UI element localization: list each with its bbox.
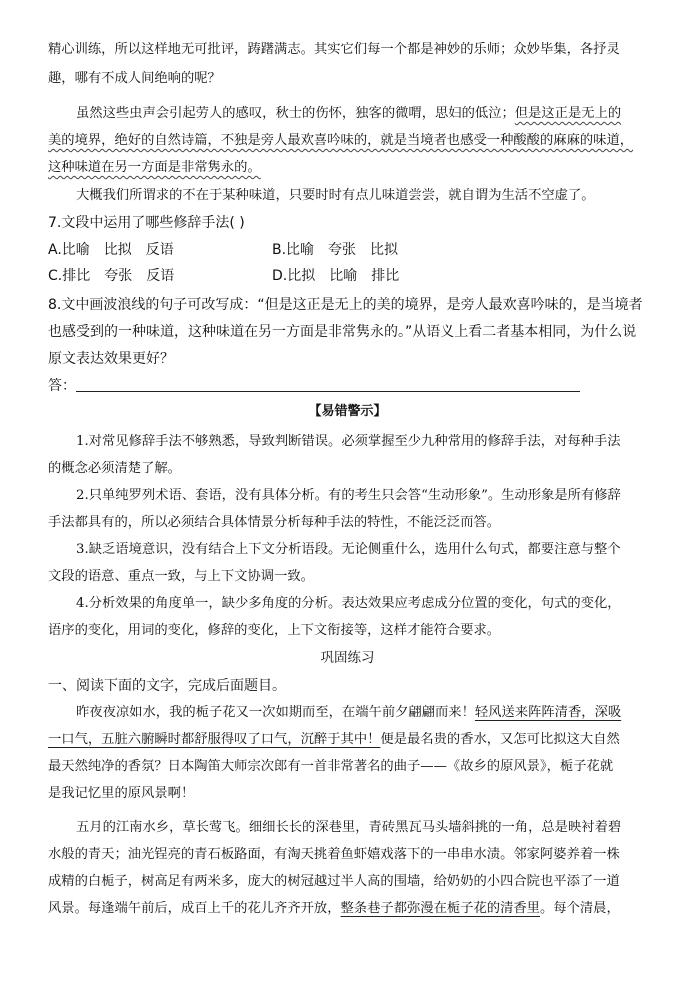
passage-text: 。每个清晨， (539, 901, 620, 916)
practice-passage-line: 最天然纯净的香氛？日本陶笛大师宗次郎有一首非常著名的曲子——《故乡的原风景》，栀子花就 (48, 759, 614, 774)
practice-passage-line: 是我记忆里的原风景啊！ (48, 786, 195, 801)
passage-line: 大概我们所谓求的不在于某种味道，只要时时有点儿味道尝尝，就自谓为生活不空虚了。 (76, 188, 595, 203)
underlined-sentence: 轻风送来阵阵清香，深吸 (474, 705, 622, 720)
question-8-line: 8.文中画波浪线的句子可改写成：“但是这正是无上的美的境界，是旁人最欢喜吟味的，是当境者 (48, 297, 643, 313)
warning-item-3: 文段的语意、重点一致，与上下文协调一致。 (48, 569, 314, 584)
warning-item-2: 2.只单纯罗列术语、套语，没有具体分析。有的考生只会答“生动形象”。生动形象是所有修辞 (76, 488, 621, 503)
q7-option-c[interactable]: C.排比 夸张 反语 (48, 268, 175, 284)
warning-item-4: 语序的变化，用词的变化，修辞的变化，上下文衔接等，这样才能符合要求。 (48, 623, 501, 638)
passage-text: 昨夜夜凉如水，我的栀子花又一次如期而至，在端午前夕翩翩而来！ (76, 705, 475, 720)
practice-passage-line: 成精的白栀子，树高足有两米多，庞大的树冠越过半人高的围墙，给奶奶的小四合院也平添了一道 (48, 874, 620, 889)
practice-passage-line (48, 899, 648, 919)
passage-line (48, 158, 648, 178)
wavy-underlined-sentence: 但是这正是无上的 (514, 106, 622, 121)
warning-item-1: 的概念必须清楚了解。 (48, 461, 181, 476)
question-8-line: 原文表达效果更好？ (48, 351, 174, 367)
practice-passage-line (76, 703, 648, 723)
passage-line (48, 131, 648, 151)
practice-passage-line (48, 730, 648, 750)
underlined-sentence: 一口气，五脏六腑瞬时都舒服得叹了口气，沉醉于其中！ (48, 732, 381, 747)
warning-item-4: 4.分析效果的角度单一，缺少多角度的分析。表达效果应考虑成分位置的变化，句式的变化， (76, 596, 621, 611)
passage-text: 便是最名贵的香水，又怎可比拟这大自然 (380, 732, 620, 747)
practice-passage-line: 五月的江南水乡，草长莺飞。细细长长的深巷里，青砖黑瓦马头墙斜挑的一角，总是映衬着碧 (76, 820, 622, 835)
practice-instruction: 一、阅读下面的文字，完成后面题目。 (48, 678, 286, 694)
practice-title: 巩固练习 (320, 650, 375, 666)
passage-text: 风景。每逢端午前后，成百上千的花儿齐齐开放， (48, 901, 341, 916)
q7-option-b[interactable]: B.比喻 夸张 比拟 (272, 242, 399, 258)
passage-line: 趣，哪有不成人间绝响的呢？ (48, 71, 221, 86)
answer-blank-line[interactable] (76, 391, 580, 392)
underlined-sentence: 整条巷子都弥漫在栀子花的清香里 (340, 901, 540, 916)
wavy-underlined-sentence: 美的境界，绝好的自然诗篇，不独是旁人最欢喜吟味的，就是当境者也感受一种酸酸的麻麻的味道， (48, 133, 634, 148)
passage-line: 精心训练，所以这样地无可批评，踌躇满志。其实它们每一个都是神妙的乐师；众妙毕集，各抒灵 (48, 42, 620, 57)
answer-label: 答： (48, 378, 76, 394)
wavy-underlined-sentence: 这种味道在另一方面是非常隽永的。 (48, 160, 261, 175)
practice-passage-line: 水般的青天；油光锃亮的青石板路面，有淘天挑着鱼虾嬉戏落下的一串串水渍。邻家阿婆养着一株 (48, 847, 620, 862)
question-8-line: 也感受到的一种味道，这种味道在另一方面是非常隽永的。”从语义上看二者基本相同，为什么说 (48, 324, 637, 340)
warning-item-2: 手法都具有的，所以必须结合具体情景分析每种手法的特性，不能泛泛而答。 (48, 515, 501, 530)
question-7-stem: 7.文段中运用了哪些修辞手法( ) (48, 215, 245, 231)
passage-text: 虽然这些虫声会引起劳人的感叹，秋士的伤怀，独客的微喟，思妇的低泣； (76, 106, 515, 121)
warning-item-3: 3.缺乏语境意识，没有结合上下文分析语段。无论侧重什么，选用什么句式，都要注意与整个 (76, 542, 621, 557)
passage-line (76, 104, 648, 124)
q7-option-d[interactable]: D.比拟 比喻 排比 (272, 268, 400, 284)
warning-item-1: 1.对常见修辞手法不够熟悉，导致判断错误。必须掌握至少九种常用的修辞手法，对每种手法 (76, 434, 621, 449)
q7-option-a[interactable]: A.比喻 比拟 反语 (48, 242, 174, 258)
warning-title: 【易错警示】 (308, 404, 387, 419)
